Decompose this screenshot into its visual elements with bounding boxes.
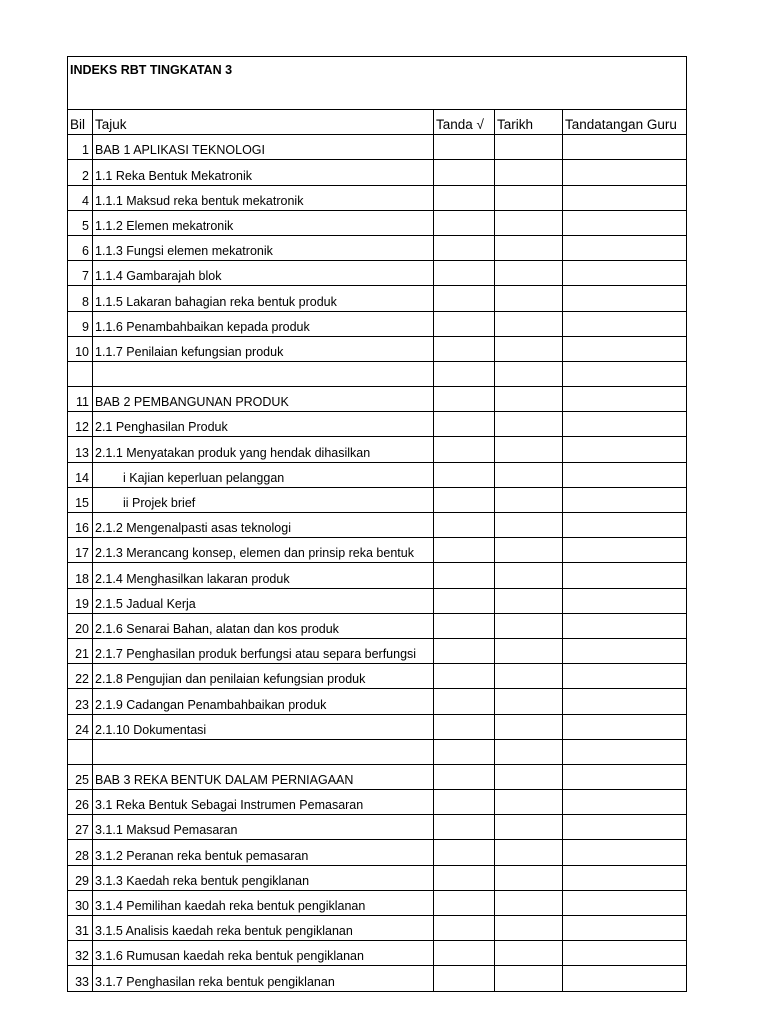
table-row [68, 613, 687, 638]
row-tajuk-text: BAB 1 APLIKASI TEKNOLOGI [95, 143, 265, 158]
row-tajuk-text: 2.1.7 Penghasilan produk berfungsi atau separa berfungsi [95, 647, 417, 662]
row-tajuk-text: 3.1.2 Peranan reka bentuk pemasaran [95, 848, 309, 863]
tanda-cell[interactable] [434, 815, 495, 840]
tarikh-cell[interactable] [495, 916, 563, 941]
tarikh-cell[interactable] [495, 588, 563, 613]
table-row [68, 840, 687, 865]
row-tajuk [93, 487, 434, 512]
table-row [68, 941, 687, 966]
tanda-cell[interactable] [434, 487, 495, 512]
row-tajuk [93, 210, 434, 235]
row-bil: 26 [68, 790, 93, 815]
guru-cell[interactable] [563, 412, 687, 437]
row-bil: 2 [68, 160, 93, 185]
tarikh-cell[interactable] [495, 764, 563, 789]
table-row [68, 739, 687, 764]
guru-cell[interactable] [563, 311, 687, 336]
row-bil: 30 [68, 890, 93, 915]
row-tajuk [93, 235, 434, 260]
row-tajuk-text: 1.1.5 Lakaran bahagian reka bentuk produk [95, 294, 337, 309]
row-tajuk-text: 1.1 Reka Bentuk Mekatronik [95, 168, 253, 183]
row-tajuk-text: BAB 2 PEMBANGUNAN PRODUK [95, 395, 289, 410]
tanda-cell[interactable] [434, 311, 495, 336]
tanda-cell[interactable] [434, 387, 495, 412]
row-bil: 32 [68, 941, 93, 966]
row-bil: 33 [68, 966, 93, 991]
row-bil [68, 361, 93, 386]
row-tajuk-text: 2.1 Penghasilan Produk [95, 420, 228, 435]
row-bil: 4 [68, 185, 93, 210]
row-tajuk-text: 2.1.4 Menghasilkan lakaran produk [95, 571, 290, 586]
table-row [68, 966, 687, 991]
guru-cell[interactable] [563, 916, 687, 941]
header-tanda: Tanda √ [434, 110, 495, 135]
tanda-cell[interactable] [434, 462, 495, 487]
tarikh-cell[interactable] [495, 387, 563, 412]
tanda-cell[interactable] [434, 689, 495, 714]
row-tajuk [93, 966, 434, 991]
tanda-cell[interactable] [434, 160, 495, 185]
row-bil [68, 739, 93, 764]
tarikh-cell[interactable] [495, 613, 563, 638]
row-bil: 21 [68, 638, 93, 663]
document-title: INDEKS RBT TINGKATAN 3 [68, 57, 687, 110]
row-tajuk-text: 1.1.4 Gambarajah blok [95, 269, 222, 284]
row-tajuk-text: 2.1.8 Pengujian dan penilaian kefungsian produk [95, 672, 366, 687]
guru-cell[interactable] [563, 361, 687, 386]
guru-cell[interactable] [563, 462, 687, 487]
guru-cell[interactable] [563, 840, 687, 865]
guru-cell[interactable] [563, 764, 687, 789]
title-row [68, 57, 687, 110]
header-row [68, 110, 687, 135]
tanda-cell[interactable] [434, 412, 495, 437]
row-tajuk-text: 3.1.4 Pemilihan kaedah reka bentuk pengiklanan [95, 899, 366, 913]
guru-cell[interactable] [563, 588, 687, 613]
guru-cell[interactable] [563, 185, 687, 210]
tanda-cell[interactable] [434, 261, 495, 286]
tarikh-cell[interactable] [495, 840, 563, 865]
row-tajuk [93, 311, 434, 336]
header-tajuk: Tajuk [93, 110, 434, 135]
tarikh-cell[interactable] [495, 890, 563, 915]
table-row [68, 588, 687, 613]
row-tajuk [93, 739, 434, 764]
guru-cell[interactable] [563, 513, 687, 538]
table-row [68, 916, 687, 941]
guru-cell[interactable] [563, 664, 687, 689]
tanda-cell[interactable] [434, 613, 495, 638]
row-tajuk [93, 714, 434, 739]
tarikh-cell[interactable] [495, 815, 563, 840]
table-row [68, 664, 687, 689]
index-table [67, 56, 687, 992]
tarikh-cell[interactable] [495, 563, 563, 588]
row-tajuk [93, 941, 434, 966]
row-tajuk [93, 135, 434, 160]
table-row [68, 462, 687, 487]
row-bil: 17 [68, 538, 93, 563]
row-tajuk [93, 890, 434, 915]
row-tajuk [93, 185, 434, 210]
tarikh-cell[interactable] [495, 160, 563, 185]
table-row [68, 210, 687, 235]
header-guru: Tandatangan Guru [563, 110, 687, 135]
row-tajuk-text: 1.1.3 Fungsi elemen mekatronik [95, 244, 273, 259]
row-bil: 10 [68, 336, 93, 361]
row-tajuk [93, 790, 434, 815]
row-bil: 18 [68, 563, 93, 588]
row-tajuk [93, 286, 434, 311]
row-tajuk-text: ii Projek brief [123, 496, 196, 510]
table-row [68, 412, 687, 437]
row-tajuk [93, 513, 434, 538]
tarikh-cell[interactable] [495, 487, 563, 512]
tanda-cell[interactable] [434, 966, 495, 991]
row-bil: 8 [68, 286, 93, 311]
row-tajuk [93, 361, 434, 386]
tarikh-cell[interactable] [495, 966, 563, 991]
row-tajuk [93, 764, 434, 789]
table-row [68, 387, 687, 412]
table-row [68, 336, 687, 361]
row-bil: 6 [68, 235, 93, 260]
row-bil: 11 [68, 387, 93, 412]
row-bil: 25 [68, 764, 93, 789]
table-row [68, 185, 687, 210]
row-tajuk [93, 638, 434, 663]
header-bil: Bil [68, 110, 93, 135]
table-row [68, 235, 687, 260]
tanda-cell[interactable] [434, 513, 495, 538]
tanda-cell[interactable] [434, 588, 495, 613]
table-row [68, 311, 687, 336]
tarikh-cell[interactable] [495, 941, 563, 966]
table-row [68, 513, 687, 538]
row-tajuk [93, 563, 434, 588]
guru-cell[interactable] [563, 966, 687, 991]
tarikh-cell[interactable] [495, 261, 563, 286]
table-row [68, 815, 687, 840]
guru-cell[interactable] [563, 135, 687, 160]
table-row [68, 764, 687, 789]
guru-cell[interactable] [563, 487, 687, 512]
row-tajuk-text: 2.1.5 Jadual Kerja [95, 596, 196, 611]
row-tajuk-text: 3.1.7 Penghasilan reka bentuk pengiklanan [95, 974, 335, 989]
row-tajuk-text: BAB 3 REKA BENTUK DALAM PERNIAGAAN [95, 773, 354, 788]
row-bil: 27 [68, 815, 93, 840]
guru-cell[interactable] [563, 235, 687, 260]
row-tajuk-text: 2.1.9 Cadangan Penambahbaikan produk [95, 697, 327, 712]
row-tajuk-text: 3.1 Reka Bentuk Sebagai Instrumen Pemasaran [95, 798, 364, 813]
tarikh-cell[interactable] [495, 689, 563, 714]
guru-cell[interactable] [563, 714, 687, 739]
row-tajuk [93, 538, 434, 563]
tarikh-cell[interactable] [495, 235, 563, 260]
row-tajuk [93, 261, 434, 286]
tanda-cell[interactable] [434, 638, 495, 663]
row-tajuk [93, 412, 434, 437]
row-tajuk [93, 462, 434, 487]
table-row [68, 437, 687, 462]
row-bil: 13 [68, 437, 93, 462]
guru-cell[interactable] [563, 689, 687, 714]
guru-cell[interactable] [563, 739, 687, 764]
tarikh-cell[interactable] [495, 739, 563, 764]
tarikh-cell[interactable] [495, 714, 563, 739]
row-tajuk-text: 1.1.6 Penambahbaikan kepada produk [95, 319, 310, 334]
row-tajuk [93, 916, 434, 941]
tanda-cell[interactable] [434, 336, 495, 361]
table-row [68, 261, 687, 286]
row-tajuk-text: 2.1.1 Menyatakan produk yang hendak dihasilkan [95, 445, 371, 460]
tarikh-cell[interactable] [495, 311, 563, 336]
guru-cell[interactable] [563, 160, 687, 185]
guru-cell[interactable] [563, 210, 687, 235]
row-tajuk-text: 2.1.3 Merancang konsep, elemen dan prinsip reka bentuk [95, 546, 414, 561]
tanda-cell[interactable] [434, 764, 495, 789]
tarikh-cell[interactable] [495, 513, 563, 538]
row-tajuk-text: 1.1.1 Maksud reka bentuk mekatronik [95, 193, 304, 208]
row-tajuk-text: i Kajian keperluan pelanggan [123, 470, 285, 485]
row-tajuk-text: 2.1.2 Mengenalpasti asas teknologi [95, 521, 291, 536]
tarikh-cell[interactable] [495, 135, 563, 160]
table-row [68, 790, 687, 815]
row-tajuk [93, 865, 434, 890]
guru-cell[interactable] [563, 790, 687, 815]
row-tajuk [93, 815, 434, 840]
table-row [68, 160, 687, 185]
row-tajuk-text: 3.1.1 Maksud Pemasaran [95, 823, 238, 838]
row-tajuk [93, 336, 434, 361]
row-tajuk-text: 3.1.5 Analisis kaedah reka bentuk pengiklanan [95, 924, 353, 939]
guru-cell[interactable] [563, 336, 687, 361]
tarikh-cell[interactable] [495, 361, 563, 386]
row-bil: 19 [68, 588, 93, 613]
row-bil: 29 [68, 865, 93, 890]
guru-cell[interactable] [563, 437, 687, 462]
table-row [68, 689, 687, 714]
row-tajuk-text: 3.1.6 Rumusan kaedah reka bentuk pengiklanan [95, 949, 364, 964]
tarikh-cell[interactable] [495, 538, 563, 563]
guru-cell[interactable] [563, 941, 687, 966]
row-bil: 7 [68, 261, 93, 286]
table-row [68, 361, 687, 386]
header-tarikh: Tarikh [495, 110, 563, 135]
row-bil: 14 [68, 462, 93, 487]
row-tajuk-text: 3.1.3 Kaedah reka bentuk pengiklanan [95, 873, 310, 888]
tanda-cell[interactable] [434, 840, 495, 865]
tarikh-cell[interactable] [495, 865, 563, 890]
tanda-cell[interactable] [434, 210, 495, 235]
row-tajuk [93, 840, 434, 865]
table-row [68, 638, 687, 663]
row-bil: 22 [68, 664, 93, 689]
row-tajuk-text: 1.1.2 Elemen mekatronik [95, 218, 234, 233]
row-bil: 20 [68, 613, 93, 638]
row-tajuk [93, 588, 434, 613]
tanda-cell[interactable] [434, 135, 495, 160]
row-tajuk [93, 387, 434, 412]
tarikh-cell[interactable] [495, 790, 563, 815]
tarikh-cell[interactable] [495, 336, 563, 361]
row-tajuk-text: 2.1.10 Dokumentasi [95, 722, 207, 737]
guru-cell[interactable] [563, 538, 687, 563]
guru-cell[interactable] [563, 563, 687, 588]
row-bil: 5 [68, 210, 93, 235]
guru-cell[interactable] [563, 261, 687, 286]
guru-cell[interactable] [563, 286, 687, 311]
guru-cell[interactable] [563, 865, 687, 890]
table-row [68, 487, 687, 512]
tanda-cell[interactable] [434, 538, 495, 563]
row-bil: 23 [68, 689, 93, 714]
row-tajuk [93, 160, 434, 185]
tarikh-cell[interactable] [495, 286, 563, 311]
table-row [68, 538, 687, 563]
tanda-cell[interactable] [434, 185, 495, 210]
row-tajuk [93, 437, 434, 462]
tanda-cell[interactable] [434, 790, 495, 815]
tanda-cell[interactable] [434, 739, 495, 764]
tanda-cell[interactable] [434, 437, 495, 462]
tanda-cell[interactable] [434, 890, 495, 915]
tanda-cell[interactable] [434, 865, 495, 890]
guru-cell[interactable] [563, 890, 687, 915]
tanda-cell[interactable] [434, 941, 495, 966]
tarikh-cell[interactable] [495, 185, 563, 210]
guru-cell[interactable] [563, 815, 687, 840]
table-row [68, 286, 687, 311]
tarikh-cell[interactable] [495, 462, 563, 487]
row-bil: 31 [68, 916, 93, 941]
guru-cell[interactable] [563, 387, 687, 412]
row-tajuk-text: 2.1.6 Senarai Bahan, alatan dan kos produk [95, 621, 339, 636]
row-bil: 16 [68, 513, 93, 538]
table-row [68, 890, 687, 915]
tarikh-cell[interactable] [495, 664, 563, 689]
row-tajuk-text: 1.1.7 Penilaian kefungsian produk [95, 344, 284, 359]
row-bil: 28 [68, 840, 93, 865]
row-tajuk [93, 664, 434, 689]
tanda-cell[interactable] [434, 714, 495, 739]
row-bil: 15 [68, 487, 93, 512]
table-row [68, 135, 687, 160]
row-tajuk [93, 613, 434, 638]
tarikh-cell[interactable] [495, 210, 563, 235]
tarikh-cell[interactable] [495, 412, 563, 437]
row-tajuk [93, 689, 434, 714]
table-row [68, 865, 687, 890]
tarikh-cell[interactable] [495, 437, 563, 462]
tanda-cell[interactable] [434, 664, 495, 689]
table-row [68, 714, 687, 739]
row-bil: 24 [68, 714, 93, 739]
tanda-cell[interactable] [434, 361, 495, 386]
table-row [68, 563, 687, 588]
tanda-cell[interactable] [434, 235, 495, 260]
row-bil: 12 [68, 412, 93, 437]
tanda-cell[interactable] [434, 286, 495, 311]
row-bil: 9 [68, 311, 93, 336]
tarikh-cell[interactable] [495, 638, 563, 663]
tanda-cell[interactable] [434, 916, 495, 941]
guru-cell[interactable] [563, 638, 687, 663]
tanda-cell[interactable] [434, 563, 495, 588]
row-bil: 1 [68, 135, 93, 160]
guru-cell[interactable] [563, 613, 687, 638]
